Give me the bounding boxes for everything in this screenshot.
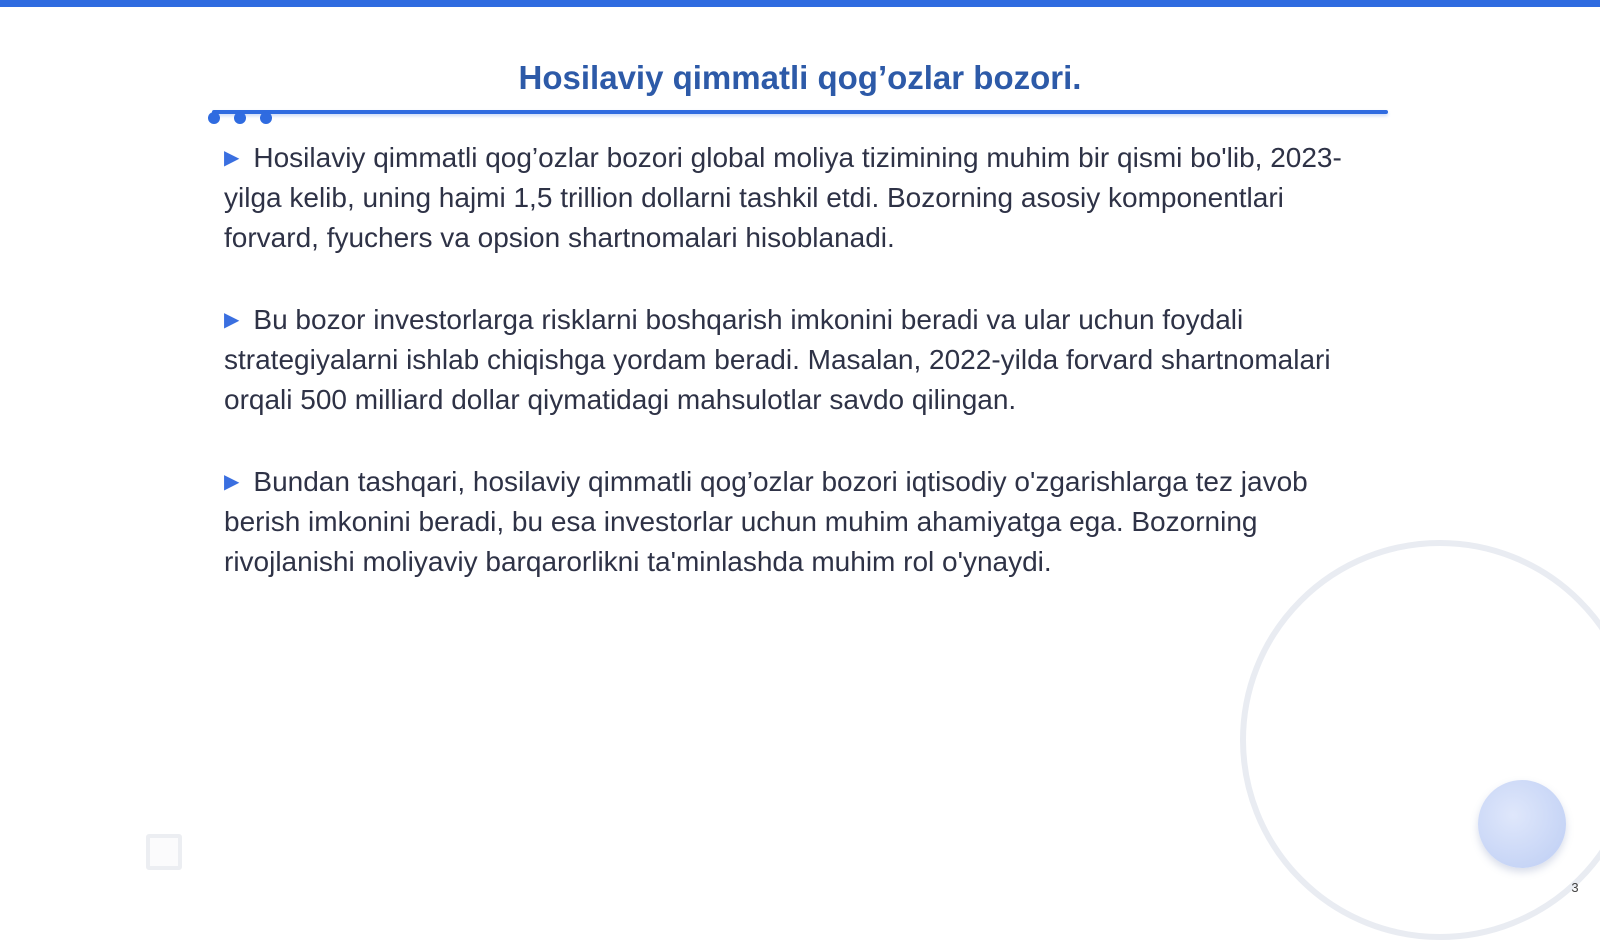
- slide-title: Hosilaviy qimmatli qog’ozlar bozori.: [518, 59, 1082, 96]
- bullet-item: [224, 462, 1364, 582]
- underline-dot: [234, 112, 246, 124]
- bullet-list: [224, 138, 1364, 624]
- page-number: 3: [1571, 880, 1579, 895]
- decorative-bubble: [1478, 780, 1566, 868]
- underline-dot: [208, 112, 220, 124]
- bullet-item: [224, 138, 1364, 258]
- triangle-bullet-icon: ▶: [224, 471, 240, 493]
- title-underline: [212, 110, 1388, 114]
- underline-dot: [260, 112, 272, 124]
- decorative-square: [146, 834, 182, 870]
- bullet-text: Hosilaviy qimmatli qog’ozlar bozori global moliya tizimining muhim bir qismi bo'lib, 2023-yilga kelib, uning hajmi 1,5 trillion dollarni tashkil etdi. Bozorning asosiy komponentlari forvard, fyuchers va opsion shartnomalari hisoblanadi.: [224, 142, 1342, 253]
- triangle-bullet-icon: ▶: [224, 309, 240, 331]
- triangle-bullet-icon: ▶: [224, 147, 240, 169]
- top-accent-bar: [0, 0, 1600, 7]
- bullet-text: Bu bozor investorlarga risklarni boshqarish imkonini beradi va ular uchun foydali strategiyalarni ishlab chiqishga yordam beradi. Masalan, 2022-yilda forvard shartnomalari orqali 500 milliard dollar qiymatidagi mahsulotlar savdo qilingan.: [224, 304, 1331, 415]
- bullet-item: [224, 300, 1364, 420]
- bullet-text: Bundan tashqari, hosilaviy qimmatli qog’ozlar bozori iqtisodiy o'zgarishlarga tez javob berish imkonini beradi, bu esa investorlar uchun muhim ahamiyatga ega. Bozorning rivojlanishi moliyaviy barqarorlikni ta'minlashda muhim rol o'ynaydi.: [224, 466, 1308, 577]
